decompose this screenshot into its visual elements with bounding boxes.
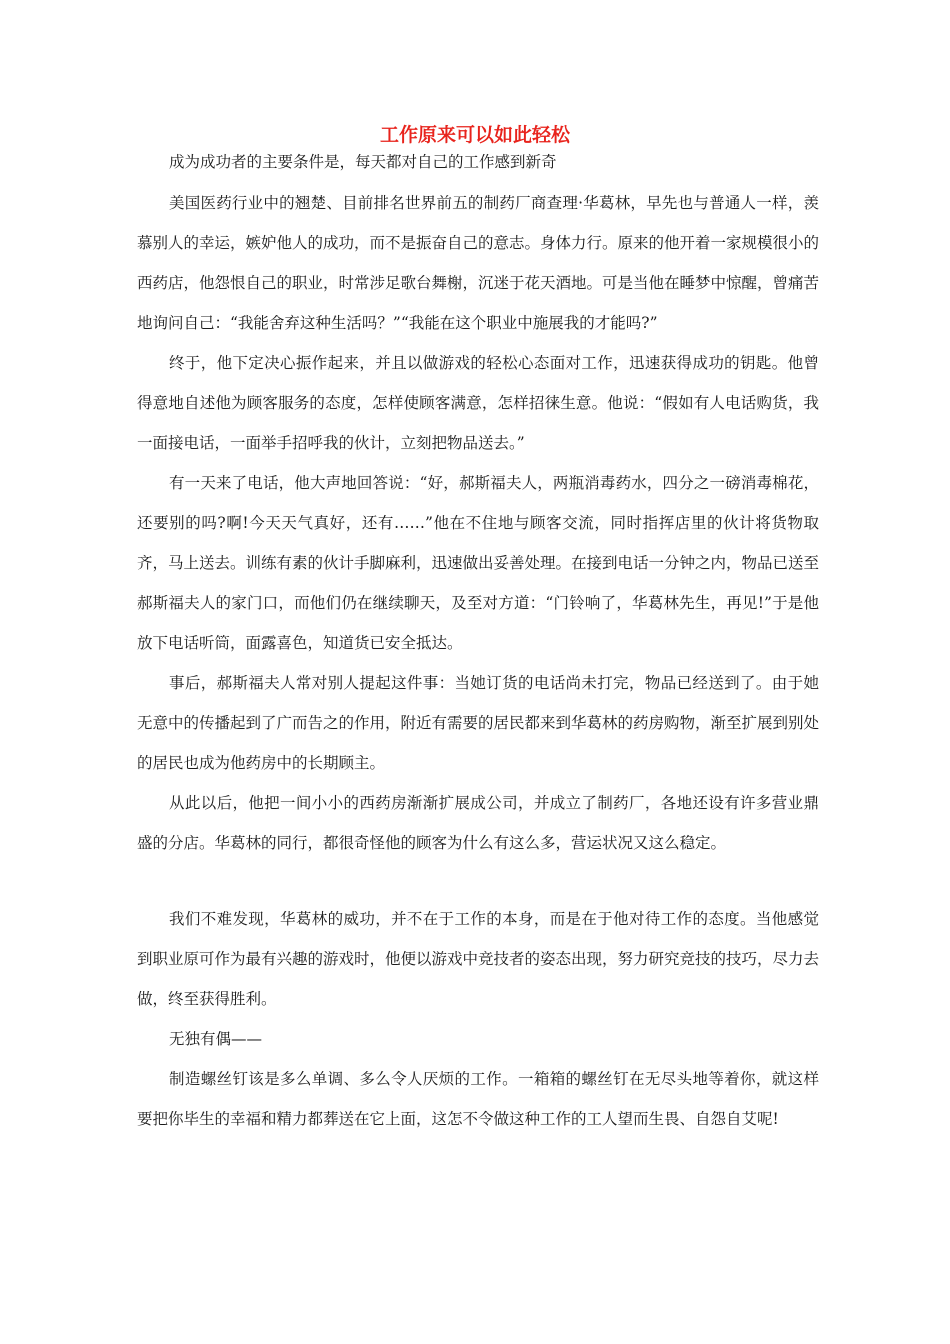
paragraph: 从此以后，他把一间小小的西药房渐渐扩展成公司，并成立了制药厂，各地还设有许多营业鼎盛的分店。华葛林的同行，都很奇怪他的顾客为什么有这么多，营运状况又这么稳定。 <box>137 794 819 852</box>
document-body <box>137 148 819 1139</box>
paragraph: 有一天来了电话，他大声地回答说：“好，郝斯福夫人，两瓶消毒药水，四分之一磅消毒棉花，还要别的吗?啊!今天天气真好，还有……”他在不住地与顾客交流，同时指挥店里的伙计将货物取齐，马上送去。训练有素的伙计手脚麻利，迅速做出妥善处理。在接到电话一分钟之内，物品已送至郝斯福夫人的家门口，而他们仍在继续聊天，及至对方道：“门铃响了，华葛林先生，再见!”于是他放下电话听筒，面露喜色，知道货已安全抵达。 <box>137 474 820 652</box>
document-title: 工作原来可以如此轻松 <box>379 124 570 146</box>
paragraph: 终于，他下定决心振作起来，并且以做游戏的轻松心态面对工作，迅速获得成功的钥匙。他曾得意地自述他为顾客服务的态度，怎样使顾客满意，怎样招徕生意。他说：“假如有人电话购货，我一面接电话，一面举手招呼我的伙计，立刻把物品送去。” <box>137 354 819 452</box>
paragraph: 事后，郝斯福夫人常对别人提起这件事：当她订货的电话尚未打完，物品已经送到了。由于她无意中的传播起到了广而告之的作用，附近有需要的居民都来到华葛林的药房购物，渐至扩展到别处的居民也成为他药房中的长期顾主。 <box>137 674 820 772</box>
document-subtitle: 成为成功者的主要条件是，每天都对自己的工作感到新奇 <box>169 153 557 171</box>
paragraph: 制造螺丝钉该是多么单调、多么令人厌烦的工作。一箱箱的螺丝钉在无尽头地等着你，就这样要把你毕生的幸福和精力都葬送在它上面，这怎不令做这种工作的工人望而生畏、自怨自艾呢! <box>137 1070 819 1128</box>
paragraph: 无独有偶—— <box>169 1030 263 1048</box>
paragraph: 我们不难发现，华葛林的威功，并不在于工作的本身，而是在于他对待工作的态度。当他感觉到职业原可作为最有兴趣的游戏时，他便以游戏中竞技者的姿态出现，努力研究竞技的技巧，尽力去做，终至获得胜利。 <box>137 910 820 1008</box>
paragraph: 美国医药行业中的翘楚、目前排名世界前五的制药厂商查理·华葛林，早先也与普通人一样，羡慕别人的幸运，嫉妒他人的成功，而不是振奋自己的意志。身体力行。原来的他开着一家规模很小的西药店，他怨恨自己的职业，时常涉足歌台舞榭，沉迷于花天酒地。可是当他在睡梦中惊醒，曾痛苦地询问自己：“我能舍弃这种生活吗？”“我能在这个职业中施展我的才能吗?” <box>137 194 820 332</box>
